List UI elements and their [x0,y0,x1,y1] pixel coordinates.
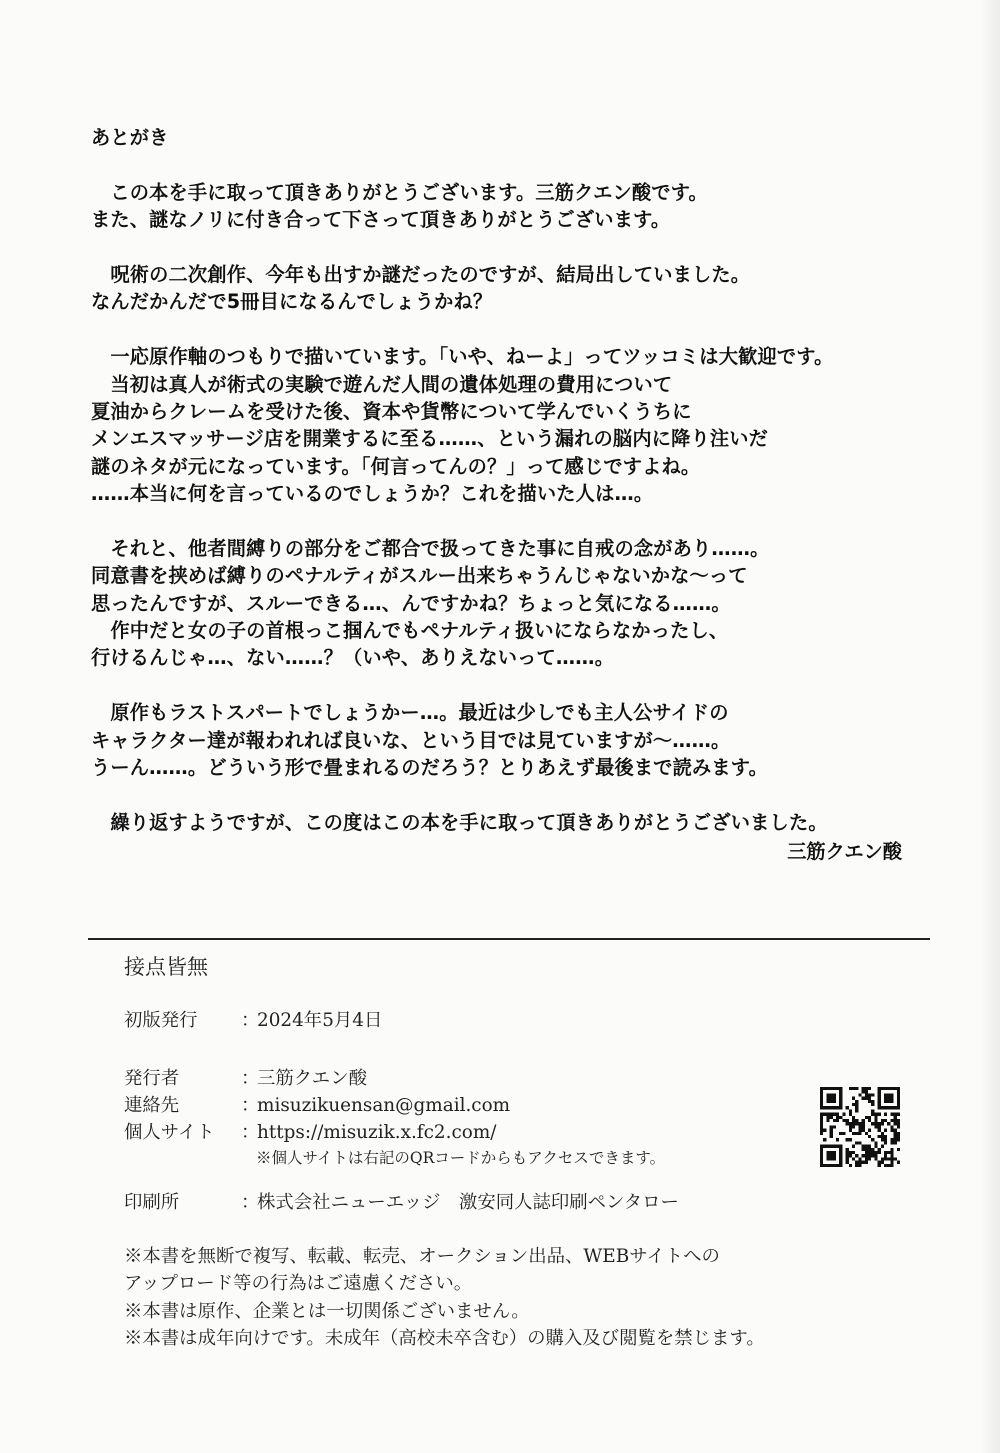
publisher-label: 発行者 [124,1068,180,1089]
qr-code-icon[interactable] [820,1087,900,1167]
afterword-line: なんだかんだで5冊目になるんでしょうかね？ [91,290,493,314]
legal-notices [124,1243,765,1352]
afterword-line: 謎のネタが元になっています。「何言ってんの？」って感じですよね。 [91,454,701,478]
first-edition-label: 初版発行 [124,1010,198,1031]
afterword-line: また、謎なノリに付き合って下さって頂きありがとうございます。 [91,208,671,232]
notice-line: ※本書は成年向けです。未成年（高校未卒含む）の購入及び閲覧を禁じます。 [124,1327,765,1349]
contact-email[interactable]: misuzikuensan@gmail.com [257,1095,511,1116]
publisher-row [124,1065,824,1092]
site-url[interactable]: https://misuzik.x.fc2.com/ [257,1122,497,1143]
paragraph-gap [91,151,911,178]
afterword-line: この本を手に取って頂きありがとうございます。三筋クエン酸です。 [91,180,708,204]
site-row [124,1119,824,1146]
first-edition-value: 2024年5月4日 [257,1010,383,1031]
page-edge-shadow [980,0,1000,1453]
notice-line: ※本書を無断で複写、転載、転売、オークション出品、WEBサイトへの [124,1246,720,1267]
afterword-line: メンエスマッサージ店を開業するに至る……、という漏れの脳内に降り注いだ [91,427,769,451]
printer-sep: ： [241,1192,260,1213]
afterword-body [91,151,911,836]
site-sep: ： [241,1122,260,1143]
afterword-line: 行けるんじゃ…、ない……？（いや、ありえないって……。 [91,646,615,670]
contact-row [124,1092,824,1119]
publisher-value: 三筋クエン酸 [257,1068,367,1089]
afterword-line: 当初は真人が術式の実験で遊んだ人間の遺体処理の費用について [91,372,673,396]
notice-line: アップロード等の行為はご遠慮ください。 [124,1273,473,1295]
book-title: 接点皆無 [124,955,208,979]
paragraph-gap [91,234,911,261]
printer-value: 株式会社ニューエッジ 激安同人誌印刷ペンタロー [257,1192,679,1213]
contact-sep: ： [241,1095,260,1116]
publisher-sep: ： [241,1068,260,1089]
colophon [124,952,824,1216]
paragraph-gap [91,507,911,534]
site-label: 個人サイト [124,1122,215,1143]
afterword-line: 思ったんですが、スルーできる…、んですかね？ちょっと気になる……。 [91,591,731,615]
contact-label: 連絡先 [124,1095,180,1116]
afterword-line: それと、他者間縛りの部分をご都合で扱ってきた事に自戒の念があり……。 [91,536,770,560]
section-divider [88,938,930,940]
afterword-line: 呪術の二次創作、今年も出すか謎だったのですが、結局出していました。 [91,262,751,286]
printer-label: 印刷所 [124,1192,180,1213]
afterword-signature: 三筋クエン酸 [787,840,902,863]
afterword [91,124,911,836]
afterword-line: 一応原作軸のつもりで描いています。「いや、ねーよ」ってツッコミは大歓迎です。 [91,345,834,369]
afterword-line: キャラクター達が報われれば良いな、という目では見ていますが〜……。 [91,728,731,752]
afterword-line: 夏油からクレームを受けた後、資本や貨幣について学んでいくうちに [91,399,692,423]
first-edition-sep: ： [241,1010,260,1031]
printer-row [124,1189,824,1216]
first-edition-row [124,1007,824,1034]
afterword-line: うーん……。どういう形で畳まれるのだろう？とりあえず最後まで読みます。 [91,755,769,779]
paragraph-gap [91,781,911,808]
afterword-heading: あとがき [91,126,169,149]
paragraph-gap [91,316,911,343]
afterword-line: 原作もラストスパートでしょうかー…。最近は少しでも主人公サイドの [91,701,729,725]
afterword-line: 作中だと女の子の首根っこ掴んでもペナルティ扱いにならなかったし、 [91,619,729,643]
site-note: ※個人サイトは右記のQRコードからもアクセスできます。 [256,1149,666,1167]
paragraph-gap [91,672,911,699]
afterword-line: 同意書を挟めば縛りのペナルティがスルー出来ちゃうんじゃないかな〜って [91,564,748,588]
notice-line: ※本書は原作、企業とは一切関係ございません。 [124,1300,530,1322]
afterword-line: 繰り返すようですが、この度はこの本を手に取って頂きありがとうございました。 [91,810,828,834]
afterword-line: ……本当に何を言っているのでしょうか？これを描いた人は…。 [91,482,654,506]
